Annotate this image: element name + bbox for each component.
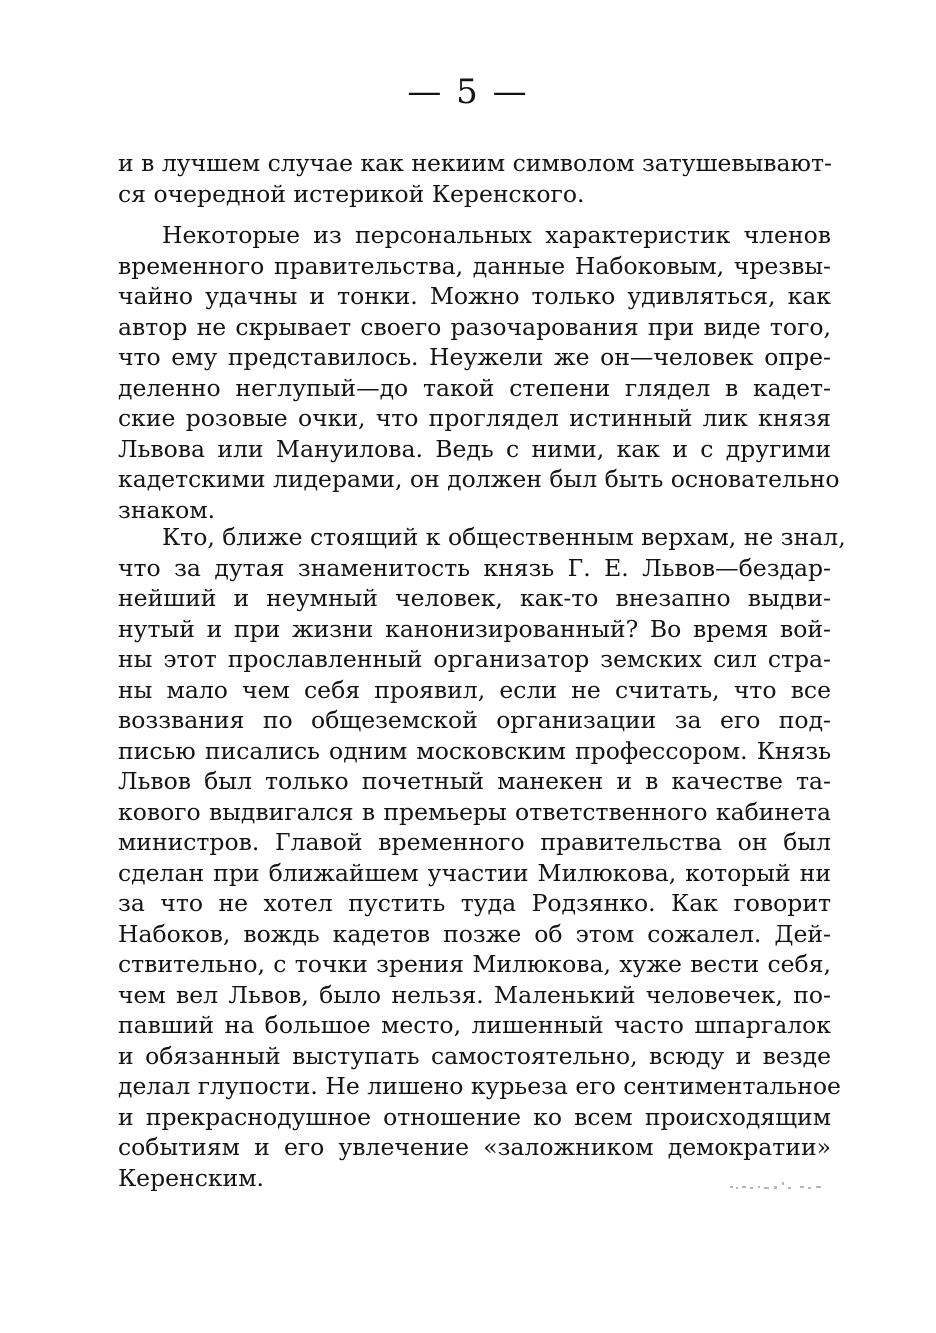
text-line: знаком. [118,495,216,524]
text-line: чайно удачны и тонки. Можно только удивляться, как [118,282,831,310]
text-line: ны мало чем себя проявил, если не считать, что все [118,675,831,704]
text-line: автор не скрывает своего разочарования при виде того, [118,312,831,341]
paragraph-lvov [118,522,846,1193]
text-line: что ему представилось. Неужели же он—человек опре- [118,343,831,371]
text-line: и прекраснодушное отношение ко всем происходящим [118,1102,831,1131]
text-line: и в лучшем случае как некиим символом затушевывают- [118,149,832,177]
text-line: за что не хотел пустить туда Родзянко. Как говорит [118,889,831,917]
text-line: писью писались одним московским профессором. Князь [118,736,831,765]
text-line: кового выдвигался в премьеры ответственного кабинета [118,797,831,826]
text-line: делал глупости. Не лишено курьеза его сентиментальное [118,1072,841,1100]
text-line: ся очередной истерикой Керенского. [118,179,585,208]
text-line: чем вел Львов, было нельзя. Маленький человечек, по- [118,980,831,1009]
text-line: событиям и его увлечение «заложником демократии» [118,1133,831,1161]
paragraph-continuation [118,148,831,209]
text-line: ны этот прославленный организатор земских сил стра- [118,645,831,673]
text-line: Львова или Мануилова. Ведь с ними, как и с другими [118,434,831,463]
text-line: Львов был только почетный манекен и в качестве та- [118,767,831,795]
text-line: Некоторые из персональных характеристик членов [162,221,831,249]
text-line: что за дутая знаменитость князь Г. Е. Львов—бездар- [118,553,831,582]
text-line: и обязанный выступать самостоятельно, всюду и везде [118,1041,831,1070]
text-line: сделан при ближайшем участии Милюкова, который ни [118,858,831,887]
text-line: павший на большое место, лишенный часто шпаргалок [118,1011,831,1039]
text-line: ствительно, с точки зрения Милюкова, хуже вести себя, [118,950,831,978]
print-smudge-mark [728,1180,828,1194]
text-line: министров. Главой временного правительства он был [118,828,831,856]
text-line: деленно неглупый—до такой степени глядел в кадет- [118,373,831,402]
text-line: Керенским. [118,1163,264,1192]
text-line: временного правительства, данные Набоковым, чрезвы- [118,251,831,280]
smudge-dots-icon [728,1180,828,1194]
text-line: воззвания по общеземской организации за его под- [118,706,831,734]
text-line: Набоков, вождь кадетов позже об этом сожалел. Дей- [118,919,831,948]
text-line: Кто, ближе стоящий к общественным верхам, не знал, [162,523,846,551]
text-line: нутый и при жизни канонизированный? Во время вой- [118,614,831,643]
text-line: ские розовые очки, что проглядел истинный лик князя [118,404,831,432]
text-line: кадетскими лидерами, он должен был быть основательно [118,465,840,493]
text-line: нейший и неумный человек, как-то внезапно выдви- [118,584,831,612]
paragraph-characteristics [118,220,840,525]
page-number: — 5 — [407,72,529,112]
